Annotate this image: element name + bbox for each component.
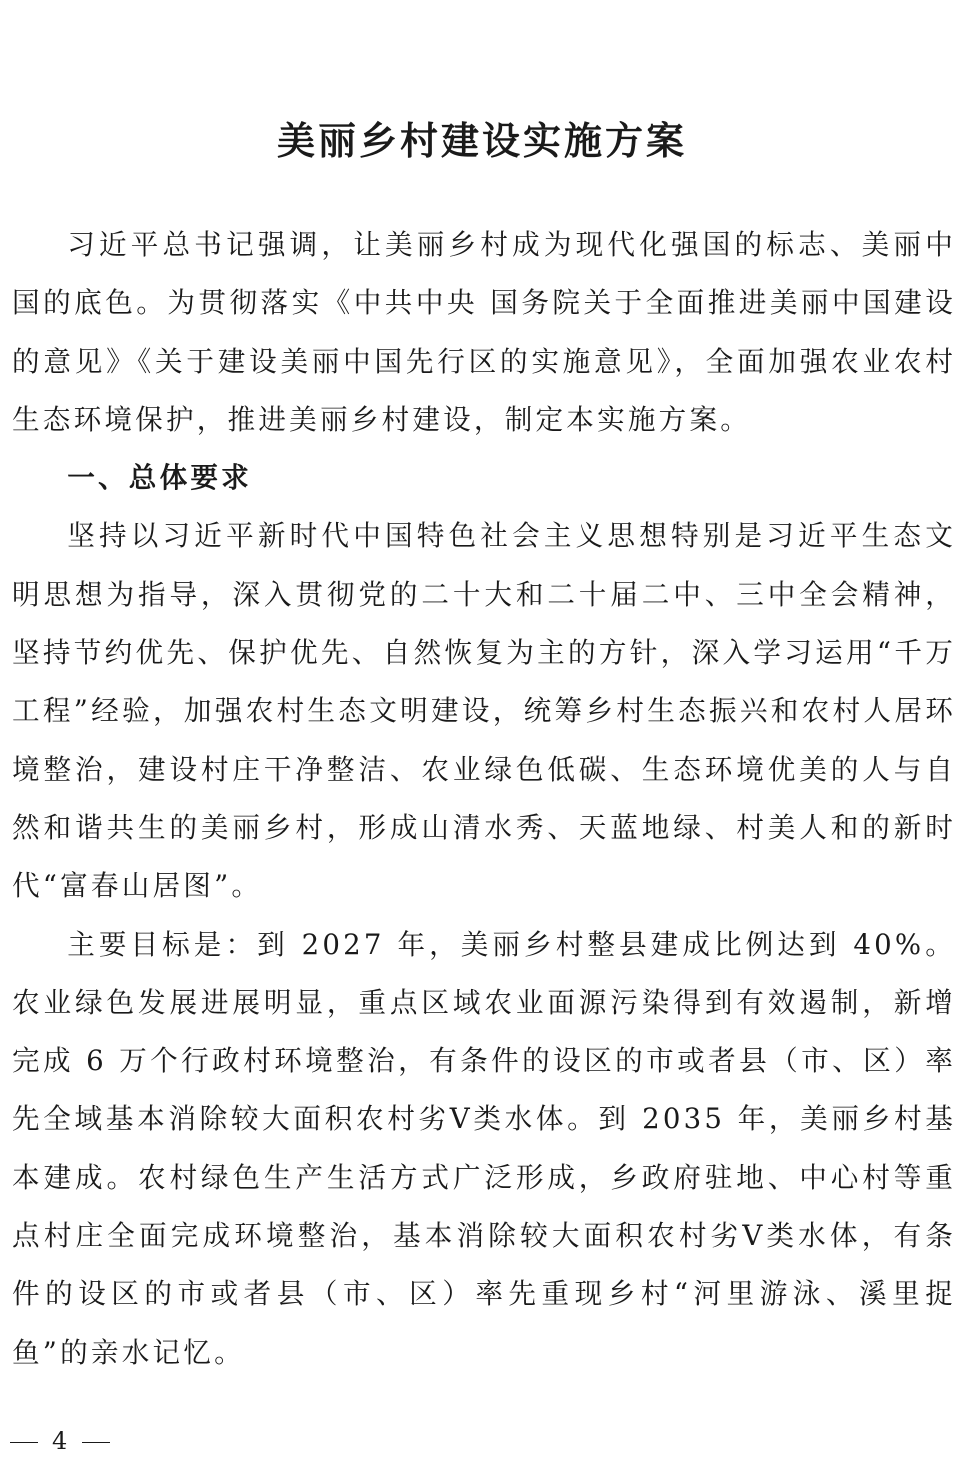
page-number-left-dash	[10, 1442, 38, 1443]
section-heading-general-requirements: 一、总体要求	[67, 461, 252, 495]
page-number-right-dash	[82, 1442, 110, 1443]
document-body	[12, 216, 956, 1382]
guiding-principles-paragraph: 坚持以习近平新时代中国特色社会主义思想特别是习近平生态文明思想为指导，深入贯彻党的二十大和二十届二中、三中全会精神，坚持节约优先、保护优先、自然恢复为主的方针，深入学习运用“千万工程”经验，加强农村生态文明建设，统筹乡村生态振兴和农村人居环境整治，建设村庄干净整洁、农业绿色低碳、生态环境优美的人与自然和谐共生的美丽乡村，形成山清水秀、天蓝地绿、村美人和的新时代“富春山居图”。	[12, 519, 956, 903]
page-number-footer	[10, 1424, 110, 1458]
document-title: 美丽乡村建设实施方案	[276, 119, 687, 164]
main-goals-paragraph: 主要目标是：到 2027 年，美丽乡村整县建成比例达到 40%。农业绿色发展进展明显，重点区域农业面源污染得到有效遏制，新增完成 6 万个行政村环境整治，有条件的设区的市或者县（市、区）率先全域基本消除较大面积农村劣Ⅴ类水体。到 2035 年，美丽乡村基本建成。农村绿色生产生活方式广泛形成，乡政府驻地、中心村等重点村庄全面完成环境整治，基本消除较大面积农村劣Ⅴ类水体，有条件的设区的市或者县（市、区）率先重现乡村“河里游泳、溪里捉鱼”的亲水记忆。	[12, 927, 956, 1369]
page-number: 4	[52, 1427, 69, 1455]
intro-paragraph: 习近平总书记强调，让美丽乡村成为现代化强国的标志、美丽中国的底色。为贯彻落实《中共中央 国务院关于全面推进美丽中国建设的意见》《关于建设美丽中国先行区的实施意见》，全面加强农业农村生态环境保护，推进美丽乡村建设，制定本实施方案。	[12, 228, 956, 436]
